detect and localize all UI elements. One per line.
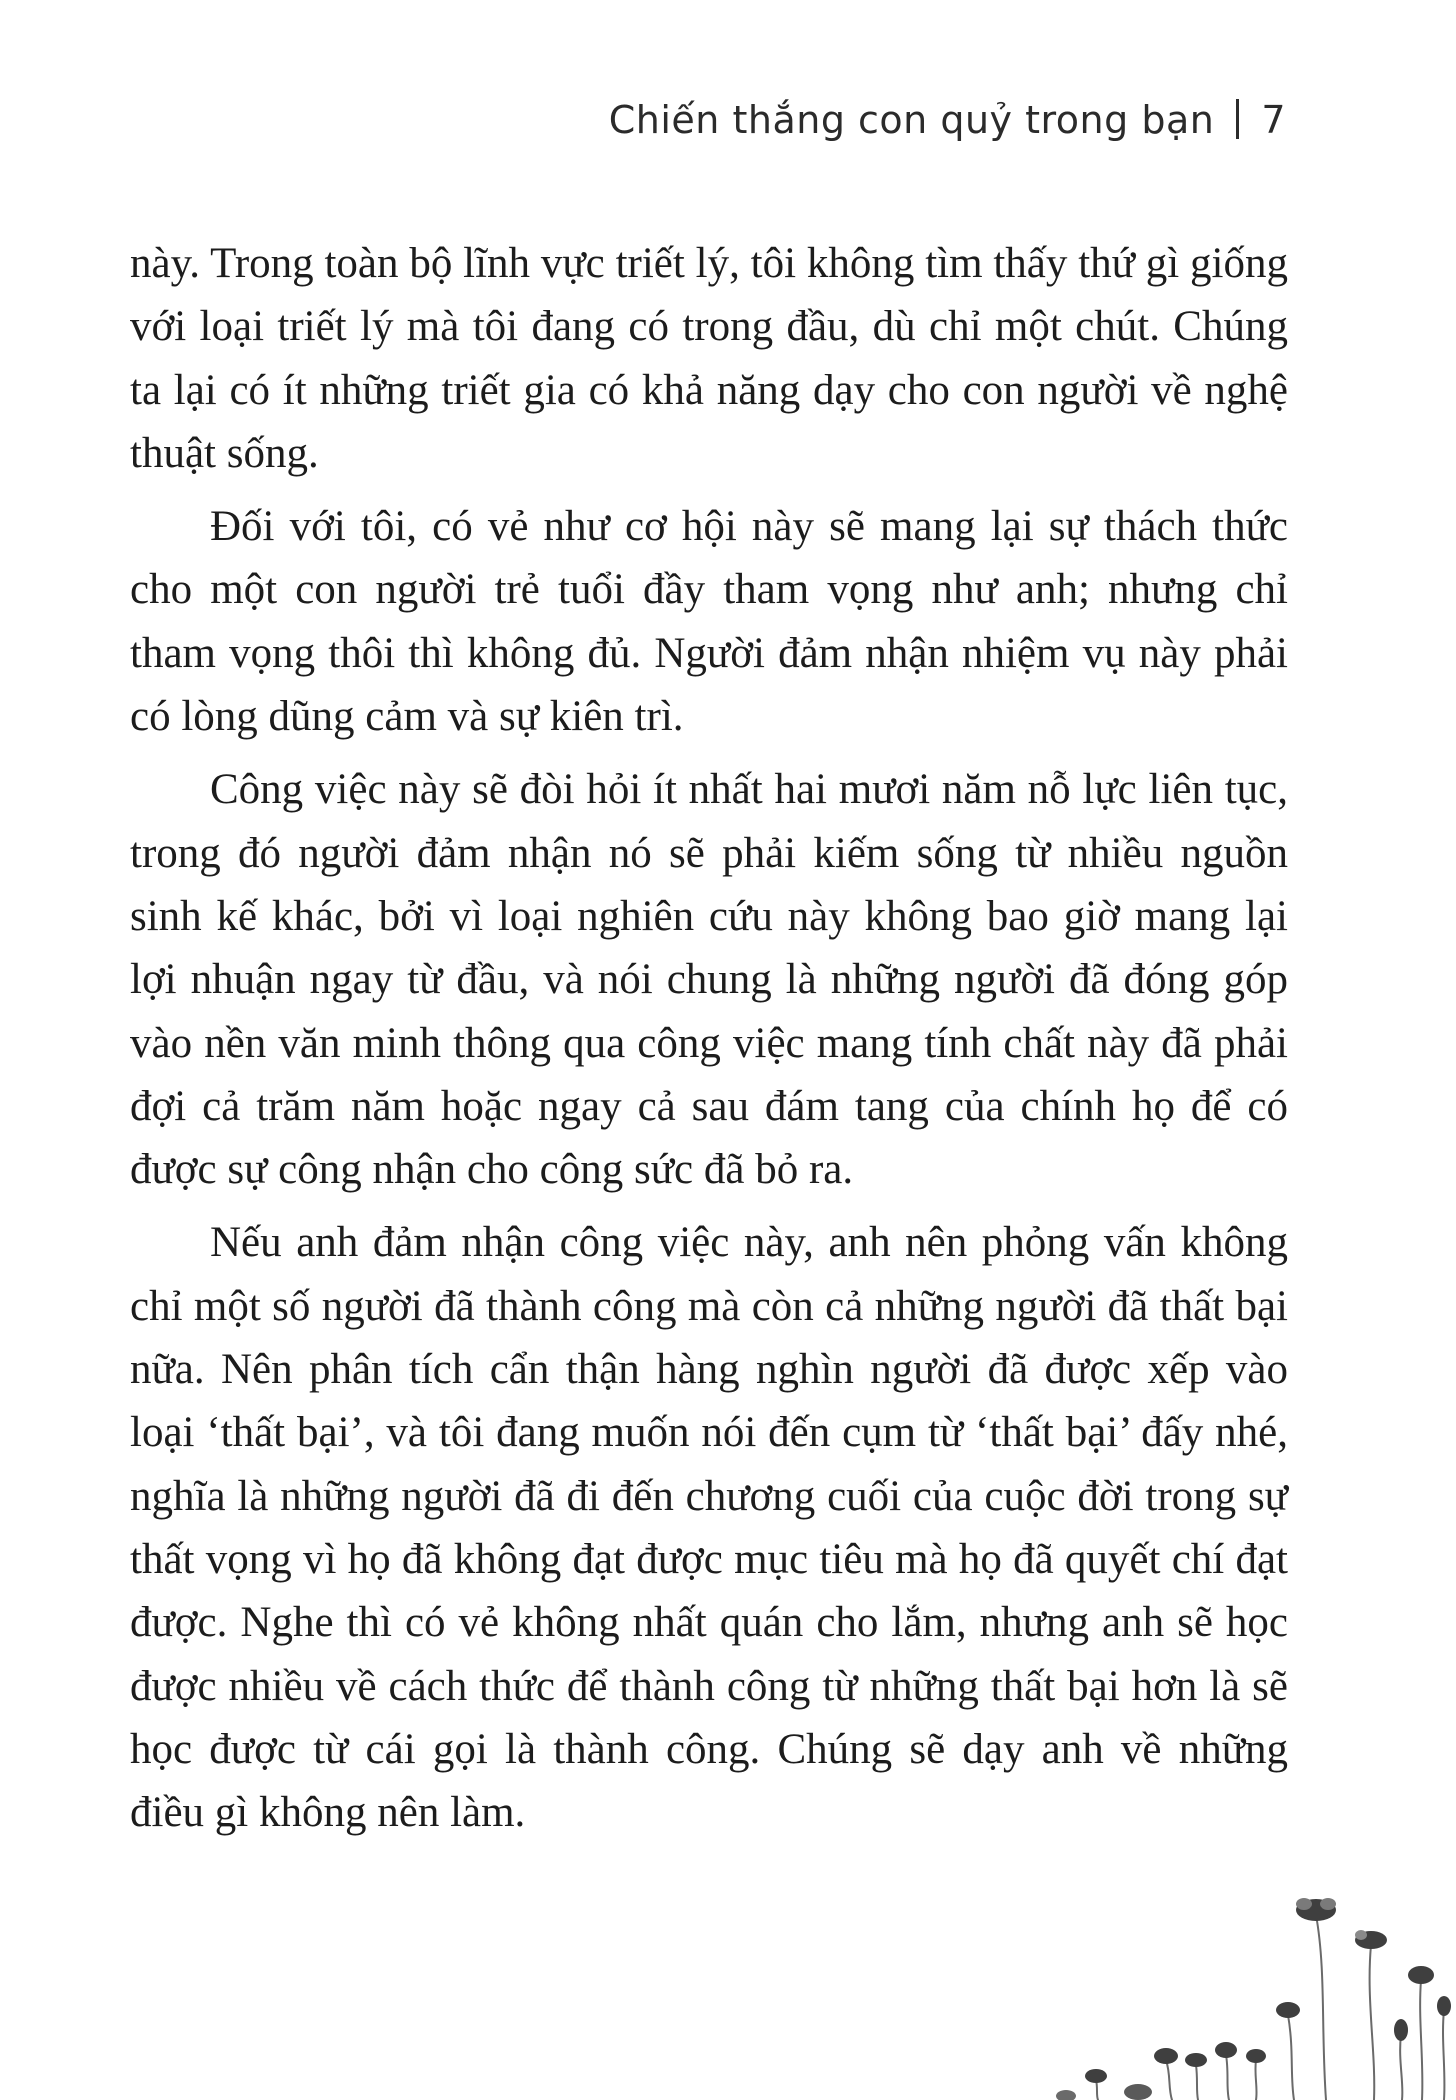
body-text [130,232,1288,1854]
header-separator [1236,99,1239,139]
flower-illustration-icon [1026,1860,1456,2100]
page-number: 7 [1261,98,1286,142]
paragraph-3: Công việc này sẽ đòi hỏi ít nhất hai mươi năm nỗ lực liên tục, trong đó người đảm nhận nó sẽ phải kiếm sống từ nhiều nguồn sinh kế khác, bởi vì loại nghiên cứu này không bao giờ mang lại lợi nhuận ngay từ đầu, và nói chung là những người đã đóng góp vào nền văn minh thông qua công việc mang tính chất này đã phải đợi cả trăm năm hoặc ngay cả sau đám tang của chính họ để có được sự công nhận cho công sức đã bỏ ra. [130,766,1288,1194]
book-title: Chiến thắng con quỷ trong bạn [608,98,1215,142]
paragraph-2: Đối với tôi, có vẻ như cơ hội này sẽ mang lại sự thách thức cho một con người trẻ tuổi đầy tham vọng như anh; nhưng chỉ tham vọng thôi thì không đủ. Người đảm nhận nhiệm vụ này phải có lòng dũng cảm và sự kiên trì. [130,503,1288,741]
paragraph-1: này. Trong toàn bộ lĩnh vực triết lý, tôi không tìm thấy thứ gì giống với loại triết lý mà tôi đang có trong đầu, dù chỉ một chút. Chúng ta lại có ít những triết gia có khả năng dạy cho con người về nghệ thuật sống. [130,240,1288,477]
running-header [609,98,1286,142]
paragraph-4: Nếu anh đảm nhận công việc này, anh nên phỏng vấn không chỉ một số người đã thành công mà còn cả những người đã thất bại nữa. Nên phân tích cẩn thận hàng nghìn người đã được xếp vào loại ‘thất bại’, và tôi đang muốn nói đến cụm từ ‘thất bại’ đấy nhé, nghĩa là những người đã đi đến chương cuối của cuộc đời trong sự thất vọng vì họ đã không đạt được mục tiêu mà họ đã quyết chí đạt được. Nghe thì có vẻ không nhất quán cho lắm, nhưng anh sẽ học được nhiều về cách thức để thành công từ những thất bại hơn là sẽ học được từ cái gọi là thành công. Chúng sẽ dạy anh về những điều gì không nên làm. [130,1219,1288,1837]
